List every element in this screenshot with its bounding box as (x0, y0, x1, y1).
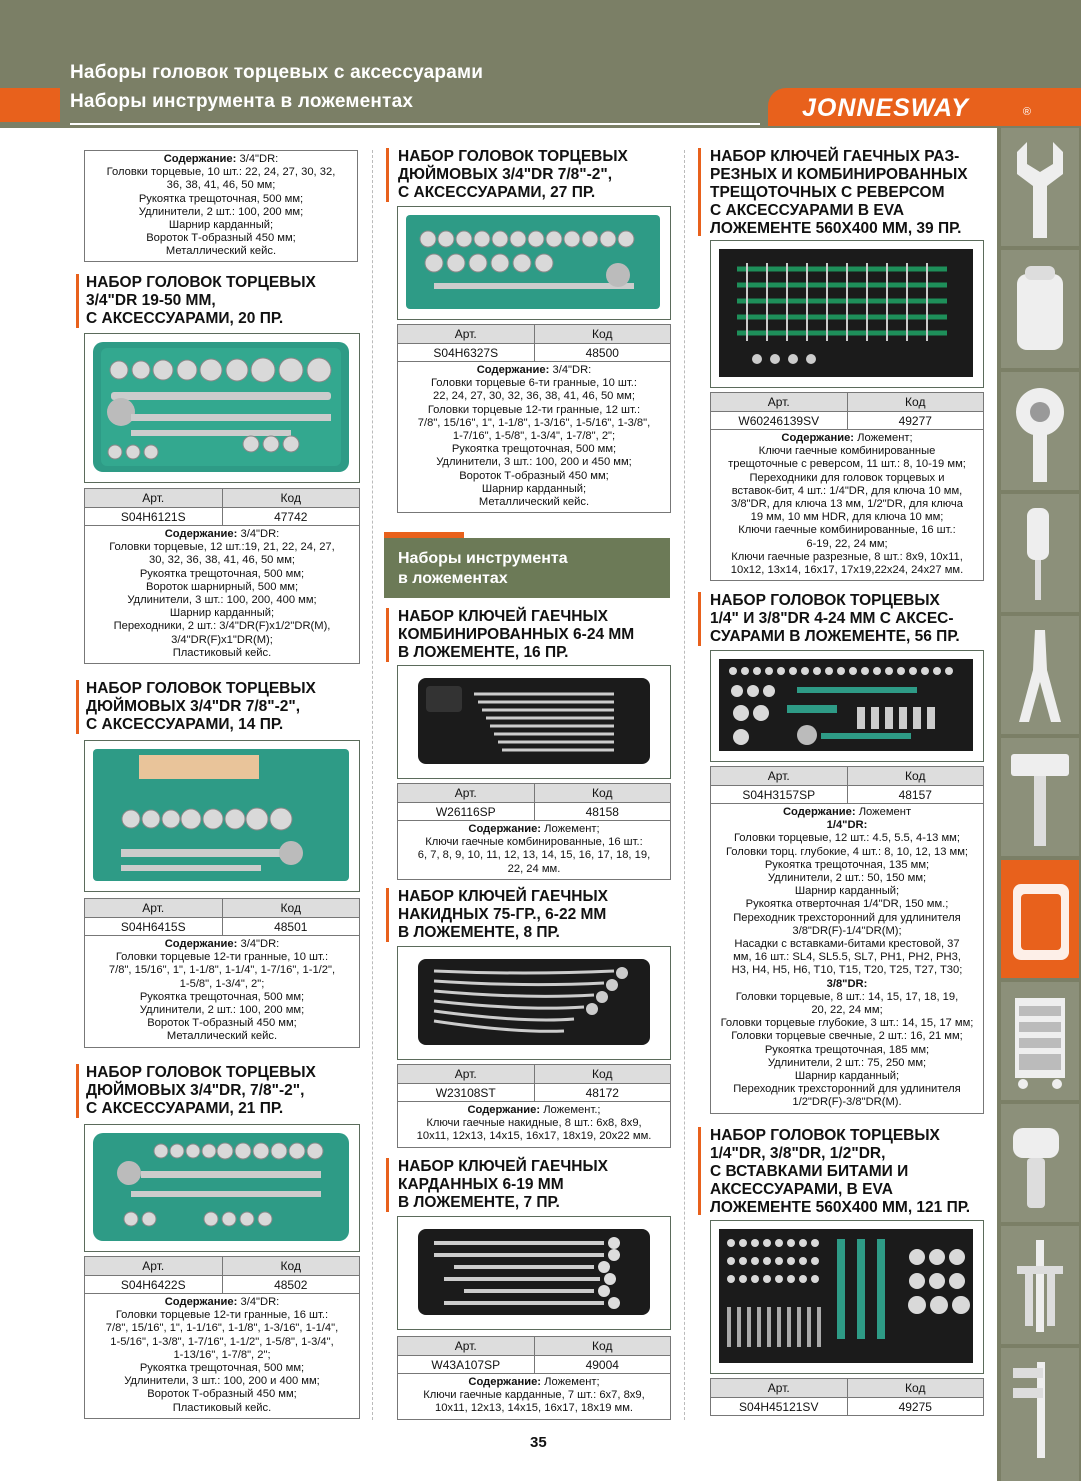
art-header: Арт. (711, 1379, 848, 1397)
contents-line: Ключи гаечные карданные, 7 шт.: 6х7, 8х9, (423, 1389, 645, 1402)
title-line: НАБОР КЛЮЧЕЙ ГАЕЧНЫХ (398, 608, 608, 625)
title-line: КАРДАННЫХ 6-19 ММ (398, 1176, 564, 1193)
product-photo-w26116sp (397, 665, 671, 779)
registered-mark: ® (1022, 106, 1031, 118)
kod-header: Код (280, 491, 301, 505)
art-header: Арт. (85, 1257, 223, 1275)
contents-line: Ключи гаечные комбинированные, 16 шт.: (738, 524, 956, 537)
contents-line: 1-5/8", 1-3/4", 2"; (179, 977, 265, 990)
product-table (710, 766, 984, 1114)
contents-line: вставок-бит, 4 шт.: 1/4"DR, для ключа 10 мм, (731, 484, 963, 497)
socket-icon[interactable] (1001, 250, 1079, 368)
title-line: С АКСЕССУАРАМИ, 27 ПР. (398, 184, 596, 201)
contents-line: Ключи гаечные комбинированные (758, 445, 936, 458)
product-contents (85, 935, 359, 1047)
kod-value: 48158 (585, 805, 619, 819)
product-table (397, 1064, 671, 1148)
contents-line: Переходники, 2 шт.: 3/4"DR(F)x1/2"DR(M), (113, 620, 331, 633)
art-header: Арт. (398, 325, 535, 343)
contents-line: Рукоятка трещоточная, 500 мм; (139, 567, 305, 580)
kod-header: Код (592, 1067, 613, 1081)
art-value: S04H6422S (85, 1276, 223, 1293)
title-line: НАБОР КЛЮЧЕЙ ГАЕЧНЫХ (398, 888, 608, 905)
page-number: 35 (530, 1434, 547, 1451)
title-line: С АКСЕССУАРАМИ В EVA (710, 202, 905, 219)
product-photo-w23108st (397, 946, 671, 1060)
title-line: НАБОР КЛЮЧЕЙ ГАЕЧНЫХ РАЗ- (710, 148, 960, 165)
kod-value: 49277 (898, 414, 932, 428)
product-table (397, 1336, 671, 1420)
contents-line: 3/8"DR(F)-1/4"DR(M); (792, 924, 902, 937)
product-table (84, 898, 360, 1048)
title-accent (386, 888, 389, 942)
product-photo-s04h3157sp (710, 650, 984, 762)
title-line: 1/4" И 3/8"DR 4-24 ММ С АКСЕС- (710, 610, 954, 627)
title-line: 3/4"DR 19-50 ММ, (86, 292, 216, 309)
contents-line: 10х11, 12х13, 14х15, 16х17, 18х19, 20х22 мм. (416, 1130, 652, 1143)
contents-label: Содержание: (781, 432, 855, 444)
kod-header: Код (280, 1259, 301, 1273)
contents-line: Ложемент; (544, 1376, 600, 1388)
kod-value: 48501 (274, 920, 308, 934)
art-value: W23108ST (398, 1084, 535, 1101)
header-title-1: Наборы головок торцевых с аксессуарами (70, 62, 484, 83)
title-line: ДЮЙМОВЫХ 3/4"DR 7/8"-2", (86, 698, 301, 715)
puller-icon[interactable] (1001, 1226, 1079, 1344)
product-title (710, 592, 960, 646)
art-value: S04H6327S (398, 344, 535, 361)
title-line: НАБОР ГОЛОВОК ТОРЦЕВЫХ (398, 148, 628, 165)
product-contents (711, 429, 983, 580)
kod-value: 49004 (585, 1358, 619, 1372)
contents-label: Содержание: (467, 1104, 541, 1116)
page-header (0, 0, 1081, 128)
title-line: ТРЕЩОТОЧНЫХ С РЕВЕРСОМ (710, 184, 945, 201)
product-table (84, 1256, 360, 1419)
contents-line: Ложемент; (857, 432, 913, 444)
product-title (398, 148, 628, 202)
contents-line: 3/4"DR: (552, 364, 592, 376)
kod-header: Код (905, 395, 926, 409)
kod-header: Код (592, 327, 613, 341)
title-line: НАБОР ГОЛОВОК ТОРЦЕВЫХ (86, 274, 316, 291)
contents-line: H3, H4, H5, H6, T10, T15, T20, T25, T27, T30; (731, 964, 963, 977)
product-contents (398, 1373, 670, 1419)
product-title (398, 888, 608, 942)
title-line: КОМБИНИРОВАННЫХ 6-24 ММ (398, 626, 635, 643)
contents-line: Вороток шарнирный, 500 мм; (145, 580, 299, 593)
contents-line: Ключи гаечные накидные, 8 шт.: 6х8, 8х9, (426, 1117, 642, 1130)
kod-value: 48502 (274, 1278, 308, 1292)
title-line: ЛОЖЕМЕНТЕ 560Х400 ММ, 39 ПР. (710, 220, 962, 237)
art-header: Арт. (711, 767, 848, 785)
title-line: РЕЗНЫХ И КОМБИНИРОВАННЫХ (710, 166, 968, 183)
product-table (84, 488, 360, 664)
contents-line: 7/8", 15/16", 1", 1-1/16", 1-1/8", 1-3/16", 1-1/4", (105, 1322, 339, 1335)
product-title (86, 274, 316, 328)
art-header: Арт. (398, 784, 535, 802)
product-contents (85, 525, 359, 663)
contents-subheading: 1/4"DR: (826, 819, 868, 832)
caliper-icon[interactable] (1001, 1348, 1079, 1481)
contents-line: Шарнир карданный; (481, 482, 587, 495)
title-line: НАБОР ГОЛОВОК ТОРЦЕВЫХ (710, 1127, 940, 1144)
title-line: НАКИДНЫХ 75-ГР., 6-22 ММ (398, 906, 607, 923)
contents-line: 1-7/16", 1-5/8", 1-3/4", 1-7/8", 2"; (452, 430, 616, 443)
contents-line: 30, 32, 36, 38, 41, 46, 50 мм; (148, 554, 295, 567)
product-title (710, 1127, 970, 1217)
art-value: S04H6415S (85, 918, 223, 935)
contents-line: Вороток Т-образный 450 мм; (459, 469, 609, 482)
title-line: СУАРАМИ В ЛОЖЕМЕНТЕ, 56 ПР. (710, 628, 960, 645)
product-contents (398, 361, 670, 512)
contents-line: Рукоятка отверточная 1/4"DR, 150 мм.; (745, 898, 949, 911)
column-divider (372, 150, 373, 1420)
title-line: С АКСЕССУАРАМИ, 20 ПР. (86, 310, 284, 327)
brand-name: JONNESWAY (802, 94, 969, 122)
contents-label: Содержание: (782, 806, 856, 818)
contents-line: 3/4"DR(F)x1"DR(M); (171, 633, 273, 646)
product-contents (398, 820, 670, 879)
contents-line: Рукоятка трещоточная, 185 мм; (764, 1043, 930, 1056)
product-table (710, 392, 984, 581)
contents-line: Рукоятка трещоточная, 500 мм; (139, 1362, 305, 1375)
contents-line: Удлинители, 2 шт.: 75, 250 мм; (767, 1056, 927, 1069)
title-accent (386, 1158, 389, 1212)
contents-line: Пластиковый кейс. (172, 646, 272, 659)
contents-line: Ключи гаечные комбинированные, 16 шт.: (425, 836, 643, 849)
art-value: W43A107SP (398, 1356, 535, 1373)
contents-line: мм, 16 шт.: SL4, SL5.5, SL7, PH1, PH2, PH3, (733, 951, 961, 964)
kod-value: 48157 (898, 788, 932, 802)
title-accent (698, 592, 701, 646)
title-accent (76, 680, 79, 734)
tool-cabinet-icon[interactable] (1001, 982, 1079, 1100)
contents-line: Переходники для головок торцевых и (749, 471, 945, 484)
column-divider (684, 150, 685, 1420)
top-contents-box (84, 150, 358, 262)
product-photo-s04h6327s (397, 206, 671, 320)
header-title-2: Наборы инструмента в ложементах (70, 91, 414, 112)
impact-wrench-icon[interactable] (1001, 1104, 1079, 1222)
contents-line: Рукоятка трещоточная, 500 мм; (451, 443, 617, 456)
contents-line: Металлический кейс. (478, 496, 590, 509)
contents-line: Удлинители, 3 шт.: 100, 200 и 400 мм; (124, 1375, 320, 1388)
contents-line: 7/8", 15/16", 1", 1-1/8", 1-3/16", 1-5/16", 1-3/8", (417, 416, 651, 429)
contents-label: Содержание: (164, 1296, 238, 1308)
art-value: W26116SP (398, 803, 535, 820)
contents-label: Содержание: (163, 153, 237, 165)
section-title-line: Наборы инструмента (398, 550, 568, 567)
art-header: Арт. (85, 489, 223, 507)
product-table (397, 783, 671, 880)
contents-subheading: 3/8"DR: (826, 977, 868, 990)
contents-line: 1/2"DR(F)-3/8"DR(M). (792, 1096, 902, 1109)
art-header: Арт. (398, 1337, 535, 1355)
product-contents (711, 803, 983, 1113)
product-contents (398, 1101, 670, 1147)
art-value: S04H45121SV (711, 1398, 848, 1415)
kod-value: 48172 (585, 1086, 619, 1100)
contents-line: Головки торцевые 12-ти гранные, 16 шт.: (115, 1309, 329, 1322)
title-line: 1/4"DR, 3/8"DR, 1/2"DR, (710, 1145, 886, 1162)
contents-line: 6-19, 22, 24 мм; (806, 537, 888, 550)
contents-line: Удлинители, 2 шт.: 100, 200 мм; (138, 205, 304, 218)
kod-value: 49275 (898, 1400, 932, 1414)
wrench-icon[interactable] (1001, 128, 1079, 246)
ratchet-icon[interactable] (1001, 372, 1079, 490)
product-contents (85, 1293, 359, 1418)
product-title (86, 680, 316, 734)
contents-line: Переходник трехсторонний для удлинителя (733, 1083, 961, 1096)
contents-line: 6, 7, 8, 9, 10, 11, 12, 13, 14, 15, 16, 17, 18, 19, (417, 849, 651, 862)
art-header: Арт. (711, 393, 848, 411)
title-line: НАБОР ГОЛОВОК ТОРЦЕВЫХ (86, 680, 316, 697)
contents-line: Ложемент.; (543, 1104, 601, 1116)
title-accent (698, 148, 701, 236)
title-accent (76, 274, 79, 328)
contents-line: Удлинители, 3 шт.: 100, 200, 400 мм; (127, 594, 317, 607)
product-photo-s04h6422s (84, 1124, 360, 1252)
contents-line: 1-13/16", 1-7/8", 2"; (173, 1348, 271, 1361)
contents-line: Ложемент (858, 806, 912, 818)
title-line: ДЮЙМОВЫХ 3/4"DR 7/8"-2", (398, 166, 613, 183)
contents-line: Шарнир карданный; (169, 607, 275, 620)
contents-line: 22, 24 мм. (507, 862, 561, 875)
pliers-icon[interactable] (1001, 616, 1079, 734)
product-title (710, 148, 968, 238)
kod-value: 47742 (274, 510, 308, 524)
contents-label: Содержание: (476, 364, 550, 376)
title-line: НАБОР КЛЮЧЕЙ ГАЕЧНЫХ (398, 1158, 608, 1175)
contents-line: Удлинители, 3 шт.: 100, 200 и 450 мм; (436, 456, 632, 469)
contents-label: Содержание: (468, 1376, 542, 1388)
product-table (397, 324, 671, 513)
contents-line: Вороток Т-образный 450 мм; (146, 232, 296, 245)
product-photo-s04h45121sv (710, 1220, 984, 1374)
title-line: ЛОЖЕМЕНТЕ 560Х400 ММ, 121 ПР. (710, 1199, 971, 1216)
section-banner-accent (384, 532, 464, 538)
kod-header: Код (592, 1339, 613, 1353)
art-value: S04H6121S (85, 508, 223, 525)
contents-line: Головки торцевые, 12 шт.:19, 21, 22, 24, 27, (109, 541, 335, 554)
section-banner (384, 538, 670, 598)
contents-line: Удлинители, 2 шт.: 100, 200 мм; (139, 1004, 305, 1017)
title-line: С АКСЕССУАРАМИ, 14 ПР. (86, 716, 284, 733)
contents-line: 1-5/16", 1-3/8", 1-7/16", 1-1/2", 1-5/8", 1-3/4", (110, 1335, 334, 1348)
product-table (710, 1378, 984, 1416)
product-photo-w43a107sp (397, 1216, 671, 1330)
title-accent (386, 148, 389, 202)
contents-line: 10х12, 13х14, 16х17, 17х19,22х24, 24х27 мм. (730, 564, 964, 577)
contents-line: Шарнир карданный; (168, 219, 274, 232)
contents-line: Головки торцевые 12-ти гранные, 12 шт.: (427, 403, 641, 416)
contents-line: Металлический кейс. (165, 245, 277, 258)
contents-line: Головки торцевые 12-ти гранные, 10 шт.: (115, 951, 329, 964)
contents-line: Вороток Т-образный 450 мм; (147, 1017, 297, 1030)
title-line: С ВСТАВКАМИ БИТАМИ И (710, 1163, 909, 1180)
title-accent (386, 608, 389, 662)
title-line: В ЛОЖЕМЕНТЕ, 8 ПР. (398, 924, 560, 941)
contents-label: Содержание: (164, 528, 238, 540)
brand-logo (768, 88, 1081, 126)
screwdriver-icon[interactable] (1001, 494, 1079, 612)
product-photo-w60246139sv (710, 240, 984, 388)
category-sidebar (997, 128, 1081, 1481)
contents-label: Содержание: (164, 938, 238, 950)
kod-header: Код (905, 1381, 926, 1395)
product-photo-s04h6415s (84, 740, 360, 892)
contents-line: Рукоятка трещоточная, 500 мм; (139, 990, 305, 1003)
product-title (398, 1158, 608, 1212)
title-accent (698, 1127, 701, 1215)
title-line: АКСЕССУАРАМИ, В EVA (710, 1181, 893, 1198)
header-divider (70, 123, 760, 125)
contents-line: трещоточные с реверсом, 11 шт.: 8, 10-19 мм; (728, 458, 966, 471)
kod-header: Код (905, 769, 926, 783)
contents-line: Головки торцевые, 10 шт.: 22, 24, 27, 30, 32, (106, 166, 336, 179)
contents-line: 7/8", 15/16", 1", 1-1/8", 1-1/4", 1-7/16", 1-1/2", (108, 964, 336, 977)
contents-line: Головки торцевые глубокие, 3 шт.: 14, 15, 17 мм; (720, 1017, 974, 1030)
contents-line: Рукоятка трещоточная, 500 мм; (138, 192, 304, 205)
contents-line: Головки торц. глубокие, 4 шт.: 8, 10, 12, 13 мм; (725, 845, 969, 858)
contents-line: 22, 24, 27, 30, 32, 36, 38, 41, 46, 50 мм; (433, 390, 635, 403)
contents-line: 3/4"DR: (240, 528, 280, 540)
contents-line: 3/4"DR: (239, 153, 279, 165)
contents-line: 10х11, 12х13, 14х15, 16х17, 18х19 мм. (434, 1402, 634, 1415)
contents-line: Удлинители, 2 шт.: 50, 150 мм; (767, 872, 927, 885)
contents-line: Головки торцевые свечные, 2 шт.: 16, 21 мм; (731, 1030, 963, 1043)
art-value: W60246139SV (711, 412, 848, 429)
contents-line: Насадки с вставками-битами крестовой, 37 (734, 938, 960, 951)
contents-line: 20, 22, 24 мм; (811, 1004, 883, 1017)
contents-line: Ключи гаечные разрезные, 8 шт.: 8х9, 10х11, (731, 550, 963, 563)
header-accent-bar (0, 88, 60, 122)
kod-header: Код (280, 901, 301, 915)
contents-line: Головки торцевые, 12 шт.: 4.5, 5.5, 4-13 мм; (734, 832, 960, 845)
product-photo-s04h6121s (84, 333, 360, 483)
contents-line: Переходник трехсторонний для удлинителя (733, 911, 961, 924)
section-title-line: в ложементах (398, 570, 508, 587)
contents-line: Головки торцевые, 8 шт.: 14, 15, 17, 18, 19, (735, 990, 959, 1003)
contents-line: Металлический кейс. (166, 1030, 278, 1043)
kod-header: Код (592, 786, 613, 800)
contents-line: Рукоятка трещоточная, 135 мм; (764, 858, 930, 871)
contents-line: Пластиковый кейс. (172, 1401, 272, 1414)
title-line: В ЛОЖЕМЕНТЕ, 16 ПР. (398, 644, 569, 661)
art-header: Арт. (398, 1065, 535, 1083)
title-line: С АКСЕССУАРАМИ, 21 ПР. (86, 1100, 284, 1117)
kod-value: 48500 (585, 346, 619, 360)
contents-line: 3/8"DR, для ключа 13 мм, 1/2"DR, для ключа (731, 498, 963, 511)
contents-line: Ложемент; (544, 823, 600, 835)
art-value: S04H3157SP (711, 786, 848, 803)
title-line: НАБОР ГОЛОВОК ТОРЦЕВЫХ (86, 1064, 316, 1081)
product-title (398, 608, 634, 662)
title-accent (76, 1064, 79, 1118)
title-line: ДЮЙМОВЫХ 3/4"DR, 7/8"-2", (86, 1082, 305, 1099)
contents-line: 19 мм, 10 мм HDR, для ключа 10 мм; (750, 511, 944, 524)
hammer-icon[interactable] (1001, 738, 1079, 856)
contents-line: 36, 38, 41, 46, 50 мм; (166, 179, 276, 192)
art-header: Арт. (85, 899, 223, 917)
contents-line: 3/4"DR: (240, 938, 280, 950)
contents-line: Головки торцевые 6-ти гранные, 10 шт.: (430, 377, 638, 390)
title-line: В ЛОЖЕМЕНТЕ, 7 ПР. (398, 1194, 560, 1211)
contents-line: Шарнир карданный; (794, 1070, 900, 1083)
product-title (86, 1064, 316, 1118)
tool-case-icon[interactable] (1001, 860, 1079, 978)
contents-label: Содержание: (468, 823, 542, 835)
contents-line: 3/4"DR: (240, 1296, 280, 1308)
contents-line: Вороток Т-образный 450 мм; (147, 1388, 297, 1401)
contents-line: Шарнир карданный; (794, 885, 900, 898)
title-line: НАБОР ГОЛОВОК ТОРЦЕВЫХ (710, 592, 940, 609)
